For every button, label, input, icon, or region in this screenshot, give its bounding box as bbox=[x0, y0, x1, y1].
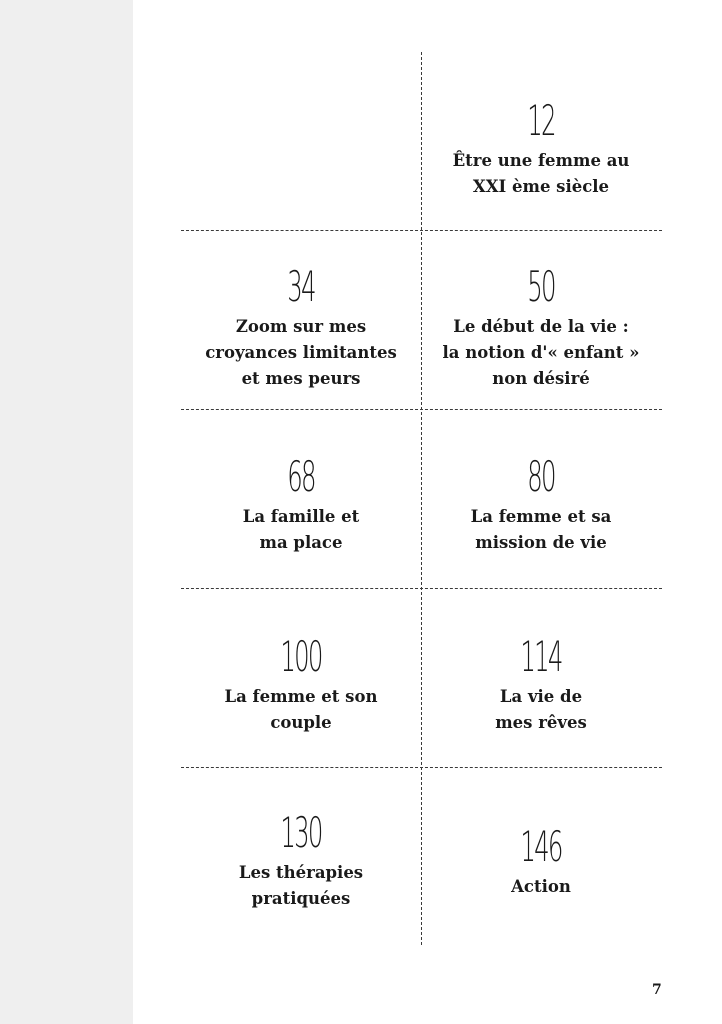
toc-entry-68[interactable] bbox=[181, 452, 421, 556]
toc-title-line: croyances limitantes bbox=[205, 343, 397, 362]
toc-title-line: la notion d'« enfant » bbox=[442, 343, 640, 362]
toc-title-line: pratiquées bbox=[251, 889, 351, 908]
toc-title-line: La femme et son bbox=[224, 687, 378, 706]
toc-page-number: 100 bbox=[280, 632, 322, 681]
toc-title-line: Les thérapies bbox=[238, 863, 364, 882]
toc-page-number: 12 bbox=[527, 96, 555, 145]
toc-entry-80[interactable] bbox=[421, 452, 661, 556]
toc-page-number: 114 bbox=[520, 632, 562, 681]
toc-title-line: non désiré bbox=[492, 369, 590, 388]
toc-entry-130[interactable] bbox=[181, 808, 421, 912]
toc-page-number: 68 bbox=[287, 452, 315, 501]
toc-title-line: mission de vie bbox=[475, 533, 607, 552]
toc-entry-146[interactable] bbox=[421, 822, 661, 900]
toc-title-line: et mes peurs bbox=[241, 369, 361, 388]
horizontal-dashed-divider bbox=[181, 409, 662, 410]
horizontal-dashed-divider bbox=[181, 588, 662, 589]
toc-entry-34[interactable] bbox=[181, 262, 421, 392]
toc-page-number: 34 bbox=[287, 262, 315, 311]
toc-title-line: mes rêves bbox=[495, 713, 587, 732]
toc-title-line: Être une femme au bbox=[452, 151, 630, 170]
horizontal-dashed-divider bbox=[181, 230, 662, 231]
toc-title-line: La femme et sa bbox=[470, 507, 612, 526]
page-margin-band bbox=[0, 0, 133, 1024]
toc-entry-114[interactable] bbox=[421, 632, 661, 736]
toc-page-number: 50 bbox=[527, 262, 555, 311]
toc-title-line: La famille et bbox=[242, 507, 360, 526]
toc-page-number: 130 bbox=[280, 808, 322, 857]
toc-title-line: La vie de bbox=[499, 687, 583, 706]
toc-entry-12[interactable] bbox=[421, 96, 661, 200]
toc-title-line: ma place bbox=[259, 533, 343, 552]
toc-page-number: 146 bbox=[520, 822, 562, 871]
toc-title-line: Zoom sur mes bbox=[235, 317, 367, 336]
toc-title-line: couple bbox=[270, 713, 332, 732]
toc-entry-50[interactable] bbox=[421, 262, 661, 392]
toc-title-line: XXI ème siècle bbox=[472, 177, 610, 196]
toc-entry-100[interactable] bbox=[181, 632, 421, 736]
toc-title-line: Le début de la vie : bbox=[453, 317, 629, 336]
toc-title-line: Action bbox=[511, 877, 571, 896]
page-number: 7 bbox=[652, 982, 662, 998]
horizontal-dashed-divider bbox=[181, 767, 662, 768]
toc-page-number: 80 bbox=[527, 452, 555, 501]
